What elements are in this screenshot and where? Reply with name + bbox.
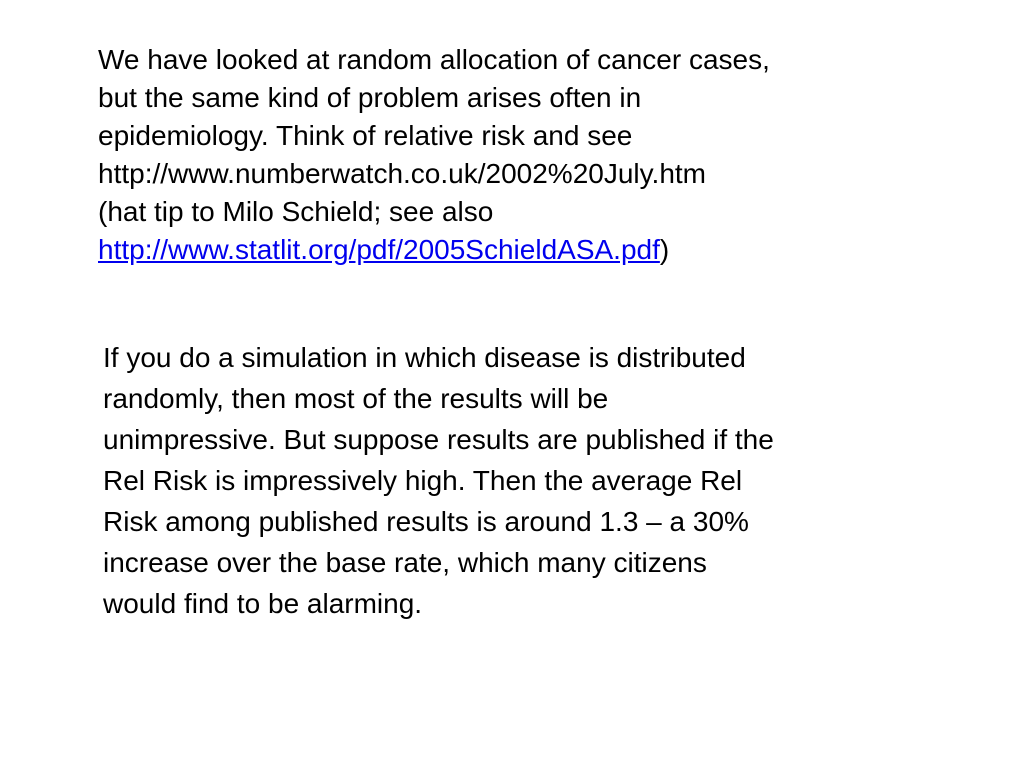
paragraph-line-with-link	[98, 231, 770, 269]
paragraph-line: (hat tip to Milo Schield; see also	[98, 196, 494, 227]
paragraph-line: Rel Risk is impressively high. Then the average Rel	[103, 465, 743, 496]
paragraph-line: but the same kind of problem arises often in	[98, 82, 642, 113]
paragraph-line: randomly, then most of the results will be	[103, 383, 609, 414]
paragraph-line: http://www.numberwatch.co.uk/2002%20July.htm	[98, 158, 707, 189]
paragraph-simulation	[103, 337, 774, 624]
paragraph-line: Risk among published results is around 1.3 – a 30%	[103, 506, 749, 537]
paragraph-line: We have looked at random allocation of cancer cases,	[98, 44, 770, 75]
statlit-pdf-link[interactable]: http://www.statlit.org/pdf/2005SchieldASA.pdf	[98, 234, 660, 265]
closing-parenthesis: )	[659, 234, 670, 265]
paragraph-line: epidemiology. Think of relative risk and see	[98, 120, 633, 151]
paragraph-line: would find to be alarming.	[103, 588, 423, 619]
paragraph-line: increase over the base rate, which many citizens	[103, 547, 707, 578]
paragraph-line: unimpressive. But suppose results are published if the	[103, 424, 774, 455]
paragraph-epidemiology	[98, 41, 770, 269]
paragraph-line: If you do a simulation in which disease is distributed	[103, 342, 746, 373]
